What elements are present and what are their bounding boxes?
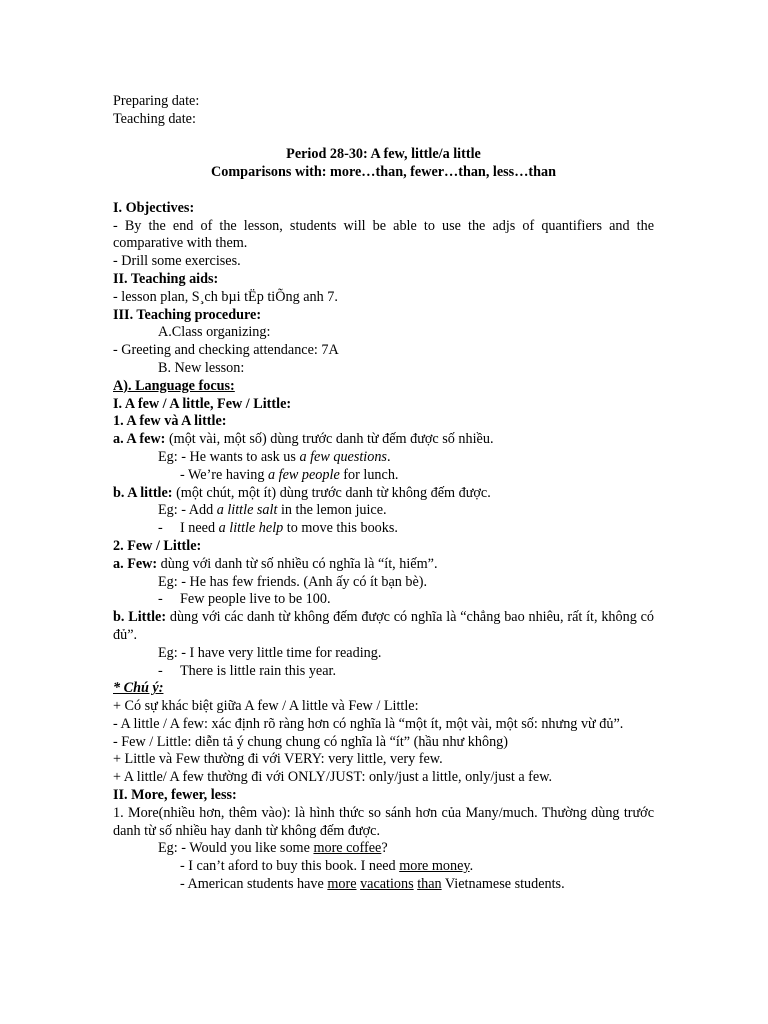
note-line: - A little / A few: xác định rõ ràng hơn có nghĩa là “một ít, một vài, một số: nhưng vừ đủ”. [113, 715, 624, 732]
example-line: - I need a little help to move this books. [158, 520, 398, 537]
note-line: - Few / Little: diễn tả ý chung chung có nghĩa là “ít” (hầu như không) [113, 733, 508, 750]
teaching-aids-heading: II. Teaching aids: [113, 270, 219, 287]
example-line: Eg: - Would you like some more coffee? [158, 840, 388, 857]
little-label: b. Little: [113, 609, 167, 626]
few-definition: a. Few: dùng với danh từ số nhiều có nghĩa là “ít, hiếm”. [113, 555, 438, 572]
example-line: - Few people live to be 100. [158, 591, 331, 608]
example-line: - There is little rain this year. [158, 662, 337, 679]
example-line: - I can’t aford to buy this book. I need more money. [180, 858, 474, 875]
objectives-text: - By the end of the lesson, students will be able to use the adjs of quantifiers and the comparative with them. [113, 217, 654, 252]
more-definition: 1. More(nhiều hơn, thêm vào): là hình thức so sánh hơn của Many/much. Thường dùng trước danh từ số nhiều hay danh từ không đếm được. [113, 804, 654, 839]
few-little-heading: 2. Few / Little: [113, 537, 202, 554]
teaching-aids-text: - lesson plan, S¸ch bµi tËp tiÕng anh 7. [113, 288, 338, 305]
little-definition: b. Little: dùng với các danh từ không đếm được có nghĩa là “chẳng bao nhiêu, rất ít, không có đủ”. [113, 609, 654, 643]
note-line: + Có sự khác biệt giữa A few / A little và Few / Little: [113, 698, 419, 715]
afew-alittle-heading: 1. A few và A little: [113, 413, 227, 430]
example-line: Eg: - I have very little time for reading. [158, 644, 382, 661]
procedure-heading: III. Teaching procedure: [113, 306, 262, 323]
example-line: - American students have more vacations than Vietnamese students. [180, 876, 565, 893]
class-organizing: A.Class organizing: [158, 324, 271, 341]
few-label: a. Few: [113, 555, 158, 572]
more-fewer-less-heading: II. More, fewer, less: [113, 787, 237, 804]
note-line: + A little/ A few thường đi với ONLY/JUST: only/just a little, only/just a few. [113, 769, 553, 786]
example-line: Eg: - He has few friends. (Anh ấy có ít bạn bè). [158, 573, 428, 590]
greeting-text: - Greeting and checking attendance: 7A [113, 342, 339, 359]
example-line: Eg: - He wants to ask us a few questions. [158, 448, 391, 465]
new-lesson: B. New lesson: [158, 359, 245, 376]
note-line: + Little và Few thường đi với VERY: very little, very few. [113, 751, 443, 768]
afew-label: a. A few: [113, 431, 166, 448]
afew-definition: a. A few: (một vài, một số) dùng trước danh từ đếm được số nhiều. [113, 431, 494, 448]
quantifiers-heading: I. A few / A little, Few / Little: [113, 395, 292, 412]
objectives-drill: - Drill some exercises. [113, 253, 241, 270]
lesson-title: Period 28-30: A few, little/a little [286, 146, 481, 163]
alittle-label: b. A little: [113, 484, 173, 501]
alittle-definition: b. A little: (một chút, một ít) dùng trước danh từ không đếm được. [113, 484, 491, 501]
document-body [113, 93, 654, 894]
teaching-date: Teaching date: [113, 110, 196, 127]
example-line: - We’re having a few people for lunch. [180, 466, 399, 483]
language-focus-heading: A). Language focus: [113, 377, 235, 394]
example-line: Eg: - Add a little salt in the lemon juice. [158, 502, 387, 519]
note-heading: * Chú ý: [113, 680, 164, 697]
objectives-heading: I. Objectives: [113, 199, 195, 216]
preparing-date: Preparing date: [113, 93, 200, 109]
lesson-subtitle: Comparisons with: more…than, fewer…than, less…than [211, 164, 556, 181]
